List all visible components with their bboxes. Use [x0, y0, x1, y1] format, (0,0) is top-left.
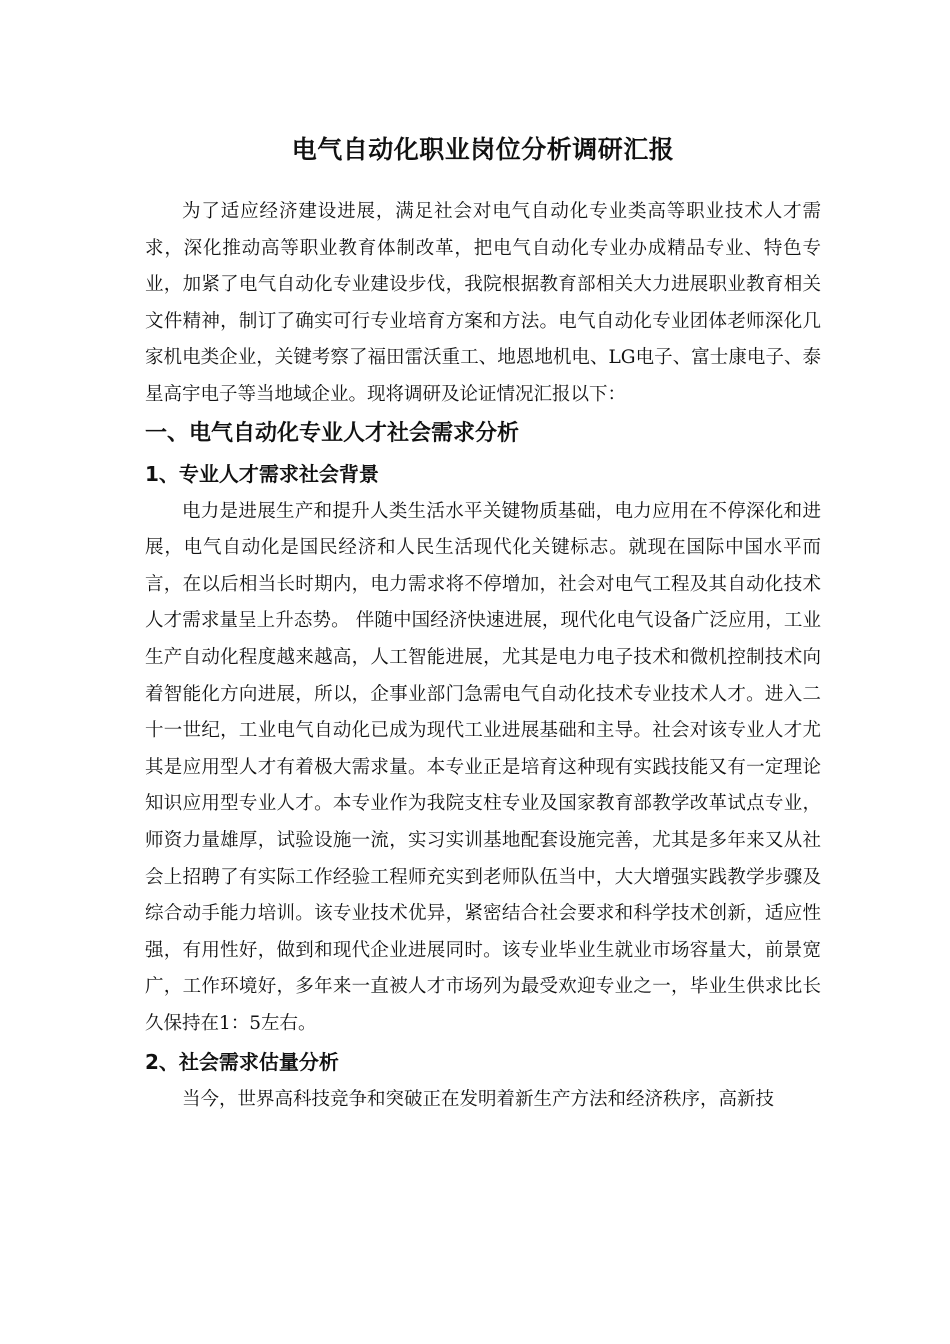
document-page: [145, 128, 821, 1119]
subsection-1-paragraph: 电力是进展生产和提升人类生活水平关键物质基础，电力应用在不停深化和进展，电气自动化是国民经济和人民生活现代化关键标志。就现在国际中国水平而言，在以后相当长时期内，电力需求将不停增加，社会对电气工程及其自动化技术人才需求量呈上升态势。 伴随中国经济快速进展，现代化电气设备广泛应用，工业生产自动化程度越来越高，人工智能进展，尤其是电力电子技术和微机控制技术向着智能化方向进展，所以，企事业部门急需电气自动化技术专业技术人才。进入二十一世纪，工业电气自动化已成为现代工业进展基础和主导。社会对该专业人才尤其是应用型人才有着极大需求量。本专业正是培育这种现有实践技能又有一定理论知识应用型专业人才。本专业作为我院支柱专业及国家教育部教学改革试点专业，师资力量雄厚，试验设施一流，实习实训基地配套设施完善，尤其是多年来又从社会上招聘了有实际工作经验工程师充实到老师队伍当中，大大增强实践教学步骤及综合动手能力培训。该专业技术优异，紧密结合社会要求和科学技术创新，适应性强，有用性好，做到和现代企业进展同时。该专业毕业生就业市场容量大，前景宽广，工作环境好，多年来一直被人才市场列为最受欢迎专业之一，毕业生供求比长久保持在1：5左右。: [145, 500, 821, 1034]
subsection-heading-1: 1、专业人才需求社会背景: [145, 461, 379, 486]
subsection-heading-2: 2、社会需求估量分析: [145, 1050, 339, 1075]
section-heading-1: 一、电气自动化专业人才社会需求分析: [145, 420, 520, 446]
document-title: 电气自动化职业岗位分析调研汇报: [291, 135, 675, 164]
subsection-2-paragraph: 当今，世界高科技竞争和突破正在发明着新生产方法和经济秩序，高新技: [182, 1089, 775, 1111]
intro-paragraph: 为了适应经济建设进展，满足社会对电气自动化专业类高等职业技术人才需求，深化推动高等职业教育体制改革，把电气自动化专业办成精品专业、特色专业，加紧了电气自动化专业建设步伐，我院根据教育部相关大力进展职业教育相关文件精神，制订了确实可行专业培育方案和方法。电气自动化专业团体老师深化几家机电类企业，关键考察了福田雷沃重工、地恩地机电、LG电子、富士康电子、泰星高宇电子等当地域企业。现将调研及论证情况汇报以下：: [145, 201, 821, 405]
